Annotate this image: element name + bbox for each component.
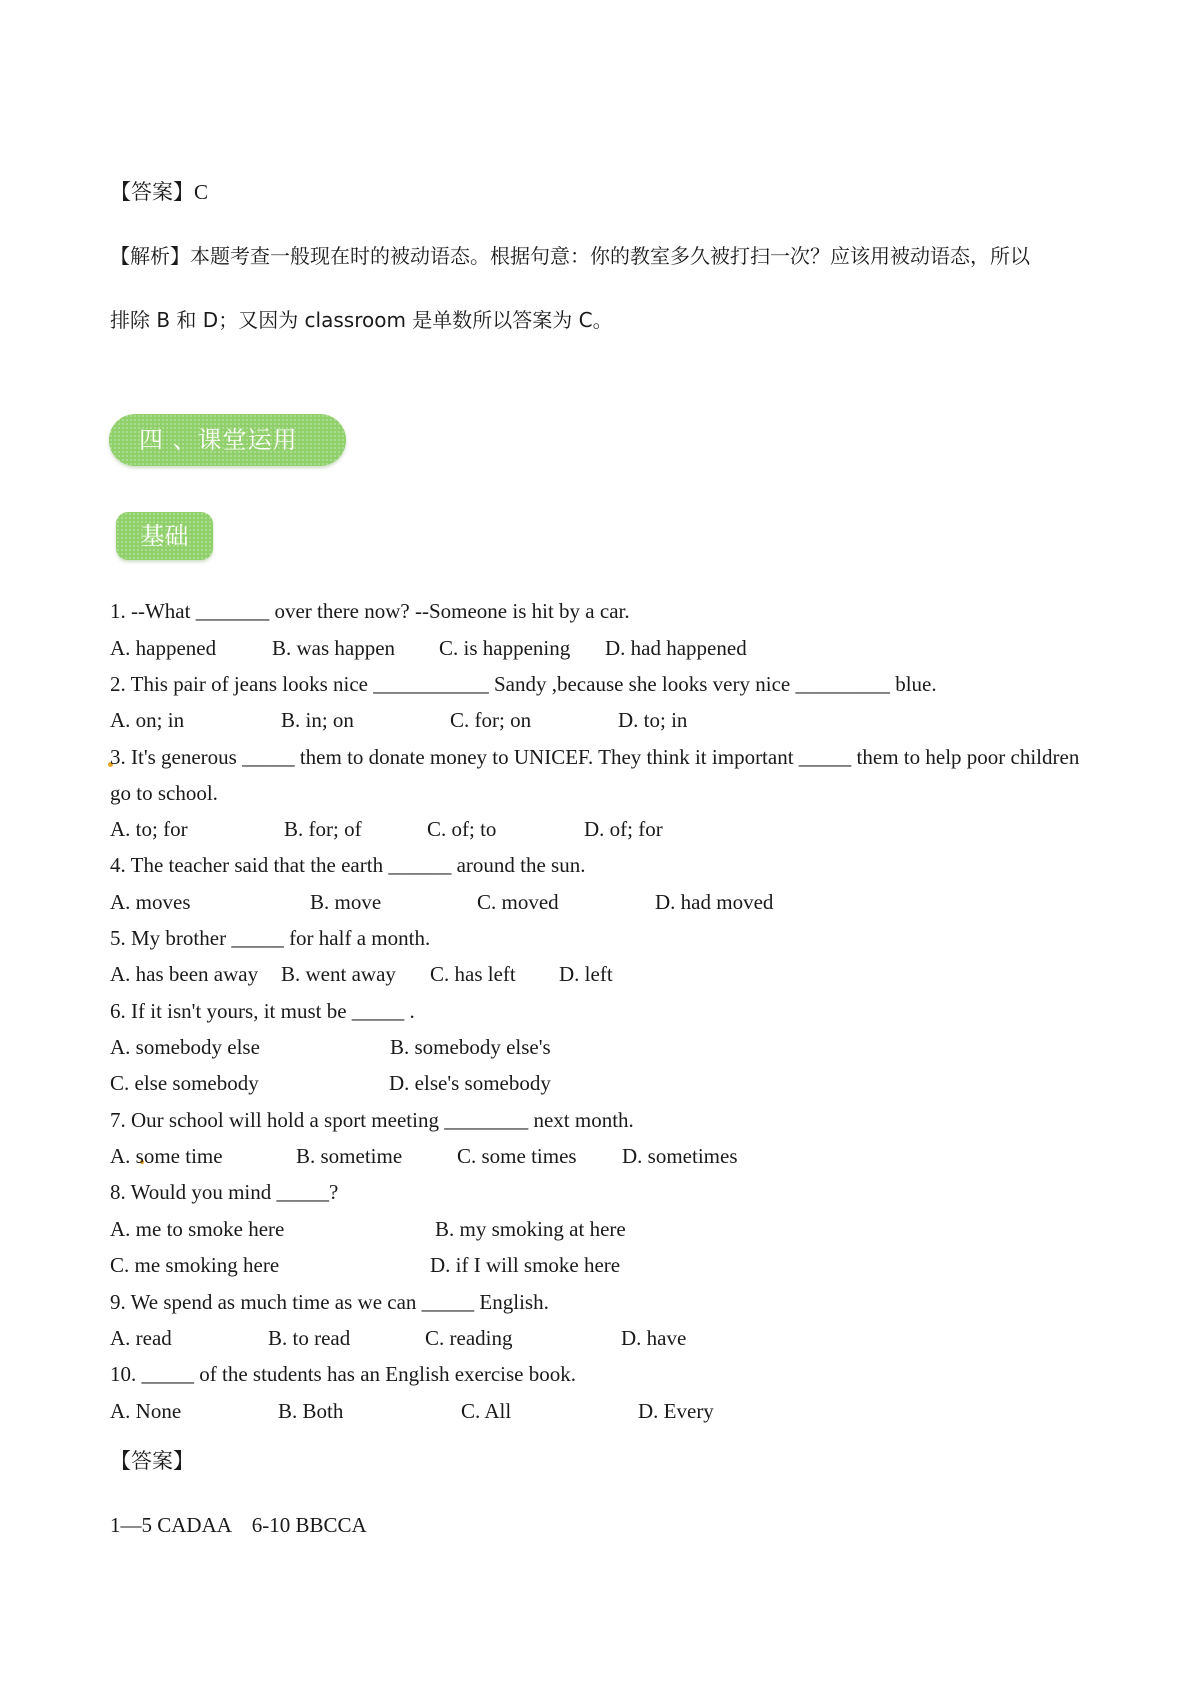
option-b: B. sometime <box>296 1144 403 1168</box>
option-a: A. somebody else <box>110 1035 260 1059</box>
question-6-options-row-2 <box>110 1069 1110 1097</box>
question-10-options <box>110 1397 1110 1425</box>
question-8-options-row-2 <box>110 1251 1110 1279</box>
subsection-title: 基础 <box>140 522 189 550</box>
analysis-line-2: 排除 B 和 D；又因为 classroom 是单数所以答案为 C。 <box>110 308 613 332</box>
option-c: C. for; on <box>450 708 532 732</box>
option-c: C. is happening <box>439 636 571 660</box>
option-a: A. happened <box>110 636 217 660</box>
question-6-stem: 6. If it isn't yours, it must be _____ . <box>110 999 415 1023</box>
option-d: D. if I will smoke here <box>430 1253 621 1277</box>
option-b: B. somebody else's <box>390 1035 551 1059</box>
question-3-stem-line-1: 3. It's generous _____ them to donate money to UNICEF. They think it important _____ them to help poor children <box>110 745 1080 769</box>
option-c: C. reading <box>425 1326 513 1350</box>
question-7-stem: 7. Our school will hold a sport meeting ________ next month. <box>110 1108 634 1132</box>
subsection-badge <box>116 512 213 560</box>
answer-label: 【答案】 <box>110 1449 194 1473</box>
option-d: D. had moved <box>655 890 774 914</box>
question-8-options-row-1 <box>110 1215 1110 1243</box>
option-a: A. some time <box>110 1144 223 1168</box>
option-a: A. None <box>110 1399 182 1423</box>
option-b: B. move <box>310 890 382 914</box>
option-b: B. went away <box>281 962 396 986</box>
option-a: A. on; in <box>110 708 185 732</box>
question-3-options <box>110 815 1110 843</box>
option-d: D. of; for <box>584 817 663 841</box>
option-c: C. else somebody <box>110 1071 259 1095</box>
option-d: D. sometimes <box>622 1144 738 1168</box>
question-10-stem: 10. _____ of the students has an English exercise book. <box>110 1362 576 1386</box>
option-c: C. moved <box>477 890 559 914</box>
answer-key: 1—5 CADAA 6-10 BBCCA <box>110 1513 367 1537</box>
question-4-stem: 4. The teacher said that the earth ______ around the sun. <box>110 853 586 877</box>
option-c: C. All <box>461 1399 512 1423</box>
option-d: D. left <box>559 962 613 986</box>
answer-value: C <box>194 180 209 204</box>
answer-label: 【答案】 <box>110 180 194 204</box>
option-a: A. read <box>110 1326 172 1350</box>
question-2-stem: 2. This pair of jeans looks nice ___________ Sandy ,because she looks very nice _________ blue. <box>110 672 937 696</box>
option-d: D. have <box>621 1326 687 1350</box>
option-c: C. me smoking here <box>110 1253 280 1277</box>
option-c: C. has left <box>430 962 516 986</box>
option-b: B. to read <box>268 1326 351 1350</box>
option-d: D. to; in <box>618 708 688 732</box>
section-header-pill <box>109 414 346 466</box>
question-9-options <box>110 1324 1110 1352</box>
question-2-options <box>110 706 1110 734</box>
question-9-stem: 9. We spend as much time as we can _____ English. <box>110 1290 549 1314</box>
option-d: D. else's somebody <box>389 1071 551 1095</box>
question-5-options <box>110 960 1110 988</box>
option-a: A. me to smoke here <box>110 1217 285 1241</box>
option-a: A. has been away <box>110 962 259 986</box>
section-title: 四 、课堂运用 <box>139 426 298 454</box>
option-d: D. had happened <box>605 636 747 660</box>
option-b: B. was happen <box>272 636 396 660</box>
question-6-options-row-1 <box>110 1033 1110 1061</box>
question-1-options <box>110 634 1110 662</box>
option-a: A. to; for <box>110 817 188 841</box>
question-1-stem: 1. --What _______ over there now? --Someone is hit by a car. <box>110 599 630 623</box>
option-c: C. some times <box>457 1144 577 1168</box>
option-b: B. in; on <box>281 708 354 732</box>
answer-line <box>110 178 208 206</box>
question-3-stem-line-2: go to school. <box>110 781 218 805</box>
question-7-options <box>110 1142 1110 1170</box>
option-a: A. moves <box>110 890 191 914</box>
option-b: B. Both <box>278 1399 344 1423</box>
question-5-stem: 5. My brother _____ for half a month. <box>110 926 431 950</box>
option-b: B. my smoking at here <box>435 1217 626 1241</box>
option-b: B. for; of <box>284 817 362 841</box>
option-d: D. Every <box>638 1399 714 1423</box>
option-c: C. of; to <box>427 817 497 841</box>
question-8-stem: 8. Would you mind _____? <box>110 1180 339 1204</box>
analysis-line-1: 【解析】本题考查一般现在时的被动语态。根据句意：你的教室多久被打扫一次？应该用被动语态，所以 <box>110 244 1030 268</box>
question-4-options <box>110 888 1110 916</box>
